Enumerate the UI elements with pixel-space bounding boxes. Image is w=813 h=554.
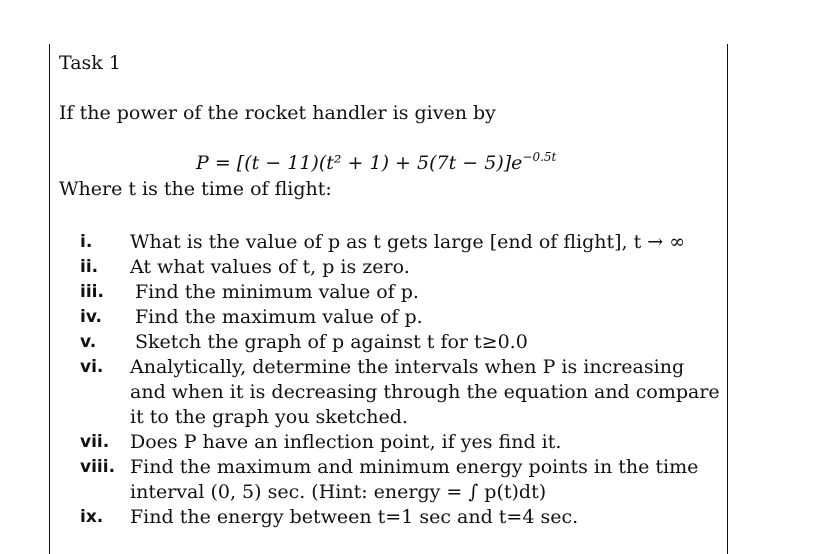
item-text: What is the value of p as t gets large [end of flight], t → ∞ [130, 231, 686, 253]
item-number: ix. [80, 507, 104, 527]
item-text: Find the maximum and minimum energy points in the time interval (0, 5) sec. (Hint: energy = ∫ p(t)dt) [130, 456, 705, 503]
task-title: Task 1 [59, 52, 121, 74]
power-equation [196, 152, 556, 174]
item-text: Does P have an inflection point, if yes find it. [130, 431, 562, 453]
question-item [80, 330, 720, 355]
item-number: vi. [80, 357, 104, 377]
question-item [80, 505, 720, 530]
item-number: iv. [80, 307, 102, 327]
question-item [80, 430, 720, 455]
equation-body: [(t − 11)(t² + 1) + 5(7t − 5)]e [236, 152, 523, 174]
where-text: Where t is the time of flight: [59, 178, 332, 200]
question-item [80, 255, 720, 280]
question-list [80, 230, 726, 530]
item-text: At what values of t, p is zero. [130, 256, 410, 278]
question-item [80, 305, 720, 330]
item-number: iii. [80, 282, 104, 302]
item-number: viii. [80, 457, 116, 477]
item-number: i. [80, 232, 93, 252]
item-number: ii. [80, 257, 99, 277]
item-text: Find the energy between t=1 sec and t=4 sec. [130, 506, 579, 528]
item-text: Find the minimum value of p. [135, 281, 419, 303]
left-border-line [49, 44, 50, 554]
question-item [80, 230, 720, 255]
question-item [80, 455, 720, 505]
intro-text: If the power of the rocket handler is given by [59, 102, 496, 124]
item-number: v. [80, 332, 97, 352]
equation-lhs: P = [196, 152, 231, 174]
equation-exponent: −0.5t [522, 150, 557, 164]
item-text: Find the maximum value of p. [135, 306, 423, 328]
right-border-line [727, 44, 728, 554]
question-item [80, 355, 726, 430]
question-item [80, 280, 720, 305]
item-text: Sketch the graph of p against t for t≥0.0 [135, 331, 528, 353]
item-text: Analytically, determine the intervals when P is increasing and when it is decreasing through the equation and compare it to the graph you sketched. [130, 356, 726, 428]
item-number: vii. [80, 432, 110, 452]
